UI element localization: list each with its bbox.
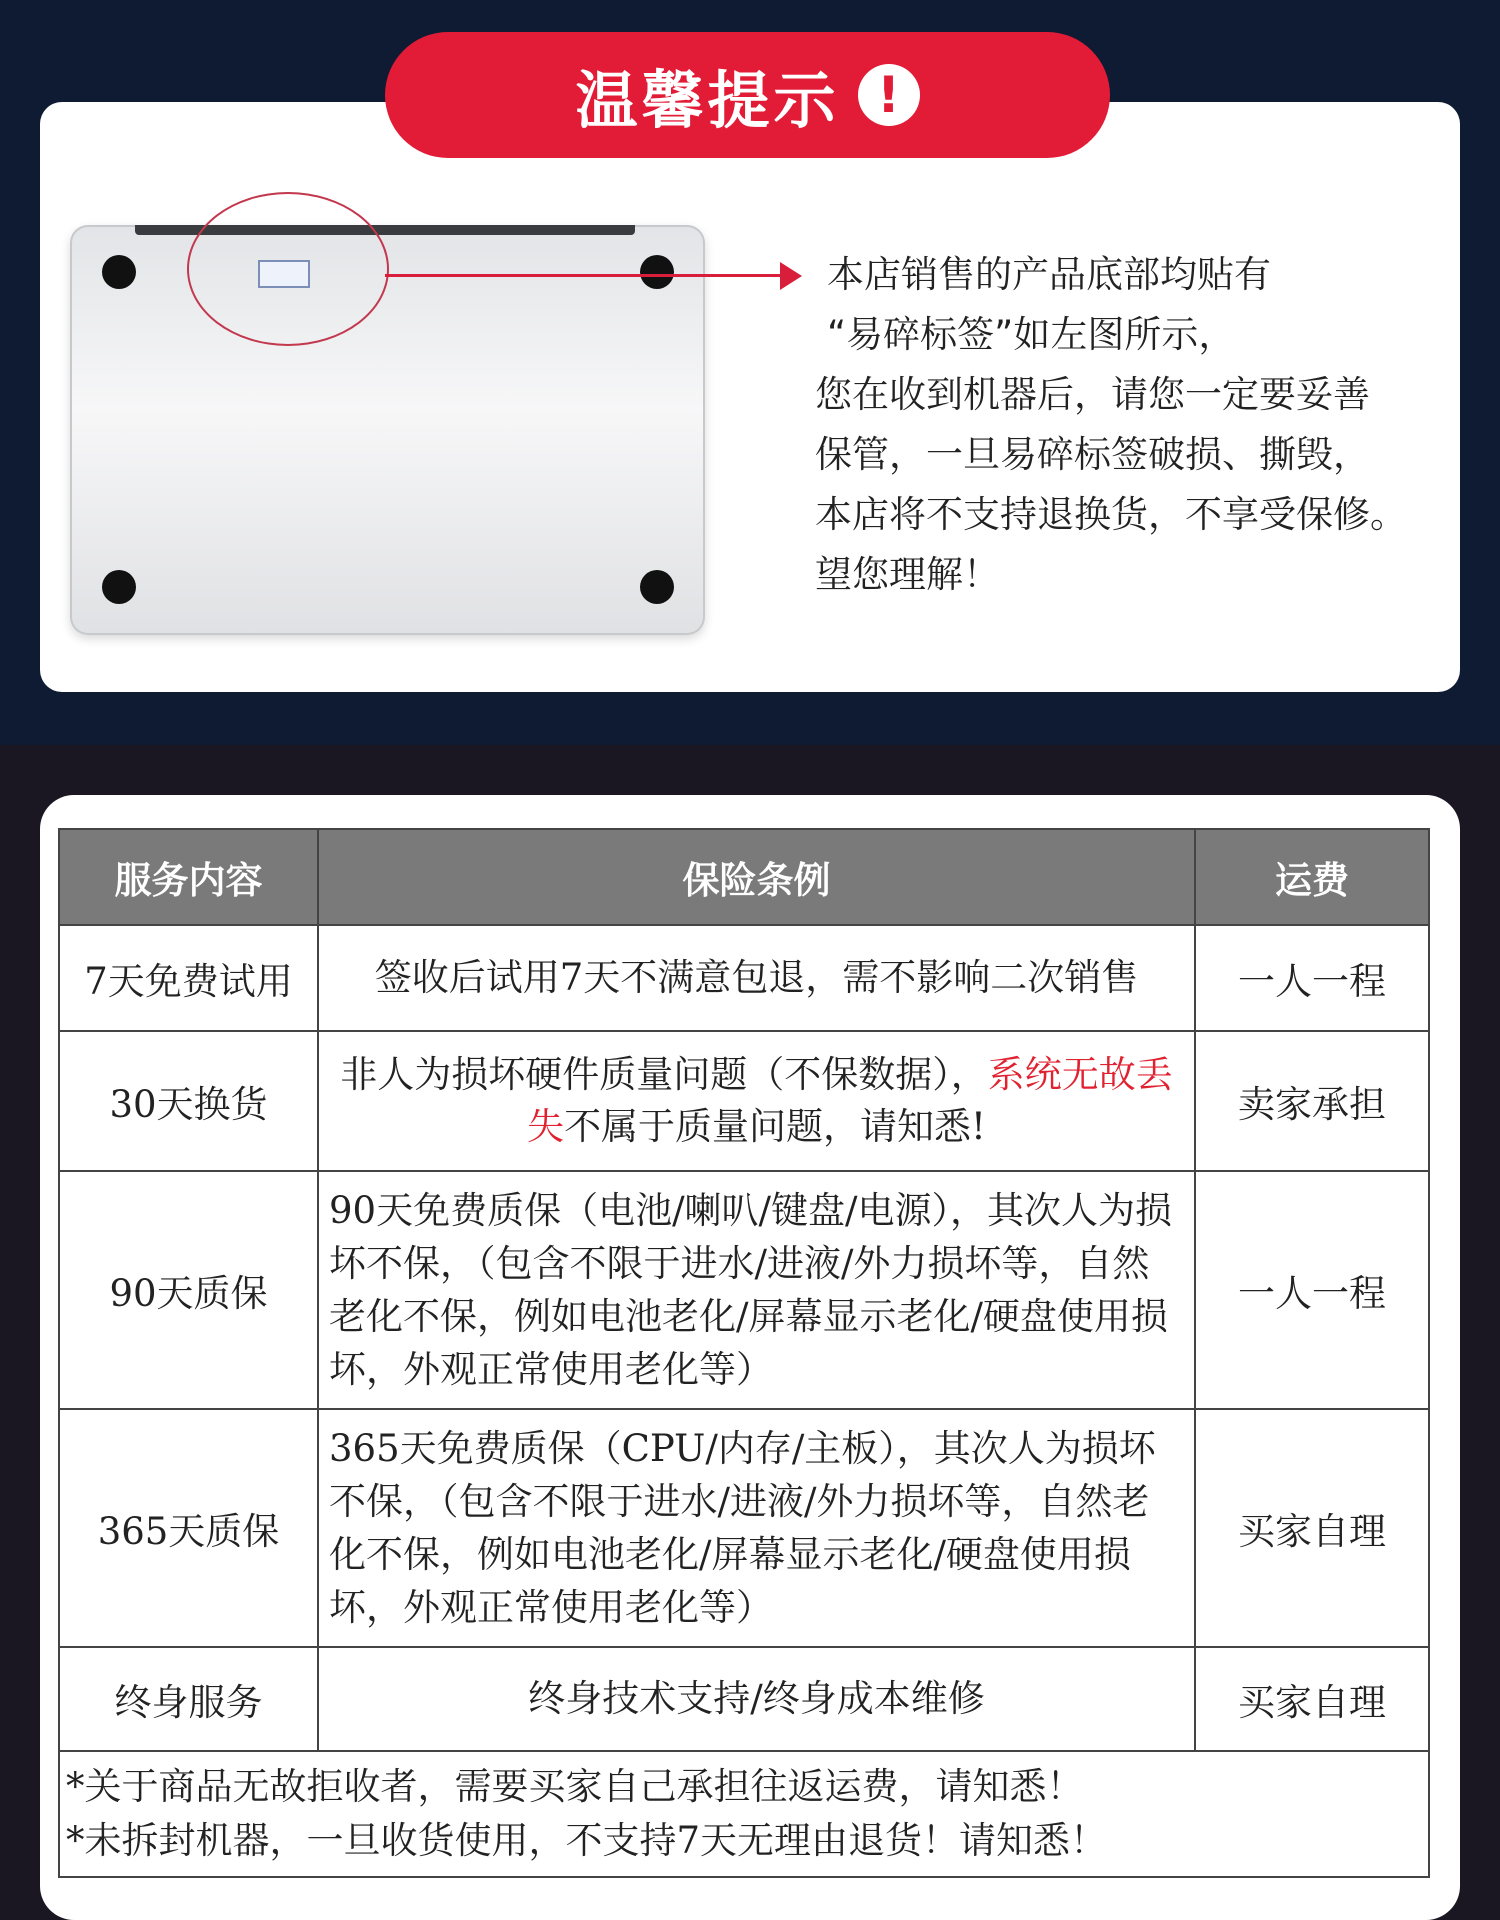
service-cell: 90天质保	[59, 1171, 318, 1409]
notice-line: 本店将不支持退换货，不享受保修。	[815, 493, 1407, 536]
table-row	[59, 1409, 1429, 1647]
terms-cell: 90天免费质保（电池/喇叭/键盘/电源），其次人为损坏不保，（包含不限于进水/进液/外力损坏等，自然老化不保，例如电池老化/屏幕显示老化/硬盘使用损坏，外观正常使用老化等）	[318, 1171, 1195, 1409]
notice-title: 温馨提示	[575, 63, 840, 137]
terms-text: 不属于质量问题，请知悉!	[564, 1105, 986, 1148]
service-cell: 终身服务	[59, 1647, 318, 1751]
laptop-foot	[102, 255, 136, 289]
pointer-arrow-line	[385, 274, 785, 277]
shipping-cell: 买家自理	[1195, 1647, 1429, 1751]
terms-cell: 终身技术支持/终身成本维修	[318, 1647, 1195, 1751]
arrow-right-icon	[780, 262, 802, 290]
table-row	[59, 925, 1429, 1031]
notice-line: 您在收到机器后，请您一定要妥善	[815, 373, 1370, 416]
table-notes-row	[59, 1751, 1429, 1877]
laptop-foot	[102, 570, 136, 604]
service-table	[58, 828, 1430, 1878]
header-terms: 保险条例	[318, 829, 1195, 925]
note-line: *未拆封机器，一旦收货使用，不支持7天无理由退货！请知悉！	[66, 1819, 1108, 1862]
terms-text: 非人为损坏硬件质量问题（不保数据），	[340, 1053, 988, 1096]
notice-line: 望您理解！	[815, 553, 1000, 596]
table-header-row	[59, 829, 1429, 925]
service-cell: 30天换货	[59, 1031, 318, 1171]
header-shipping: 运费	[1195, 829, 1429, 925]
terms-cell: 365天免费质保（CPU/内存/主板），其次人为损坏不保，（包含不限于进水/进液/外力损坏等，自然老化不保，例如电池老化/屏幕显示老化/硬盘使用损坏，外观正常使用老化等）	[318, 1409, 1195, 1647]
note-line: *关于商品无故拒收者，需要买家自己承担往返运费，请知悉！	[66, 1765, 1084, 1808]
notice-text	[815, 245, 1455, 605]
laptop-foot	[640, 255, 674, 289]
shipping-cell: 一人一程	[1195, 925, 1429, 1031]
notice-line: 保管，一旦易碎标签破损、撕毁，	[815, 433, 1370, 476]
table-row	[59, 1647, 1429, 1751]
laptop-foot	[640, 570, 674, 604]
service-cell: 365天质保	[59, 1409, 318, 1647]
table-row	[59, 1171, 1429, 1409]
terms-cell	[318, 1031, 1195, 1171]
header-service: 服务内容	[59, 829, 318, 925]
shipping-cell: 卖家承担	[1195, 1031, 1429, 1171]
notice-line: 本店销售的产品底部均贴有	[827, 253, 1271, 296]
notice-title-banner	[385, 32, 1110, 158]
table-row	[59, 1031, 1429, 1171]
notes-cell	[59, 1751, 1429, 1877]
service-cell: 7天免费试用	[59, 925, 318, 1031]
laptop-bottom-image	[70, 225, 705, 635]
terms-highlight: 系统无故丢失	[527, 1053, 1173, 1148]
exclamation-circle-icon: !	[858, 64, 920, 126]
notice-line: “易碎标签”如左图所示，	[827, 313, 1236, 356]
highlight-circle	[187, 192, 389, 346]
shipping-cell: 一人一程	[1195, 1171, 1429, 1409]
shipping-cell: 买家自理	[1195, 1409, 1429, 1647]
terms-cell: 签收后试用7天不满意包退，需不影响二次销售	[318, 925, 1195, 1031]
